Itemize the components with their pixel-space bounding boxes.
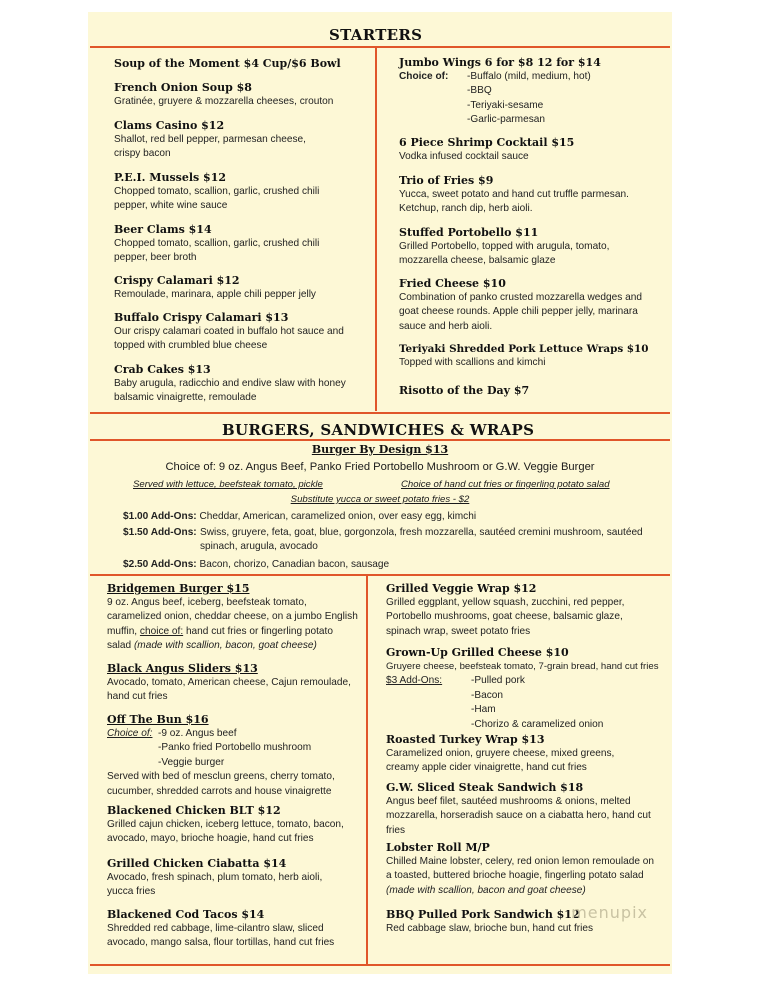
menu-item — [114, 363, 362, 406]
menu-item — [114, 57, 369, 71]
choice-option: -9 oz. Angus beef — [158, 728, 237, 739]
addon-label: $2.50 Add-Ons: — [123, 559, 197, 570]
menu-item — [107, 662, 362, 705]
item-name: Roasted Turkey Wrap $13 — [386, 733, 545, 746]
addon-label: $1.50 Add-Ons: — [123, 527, 197, 538]
menu-item — [399, 226, 639, 269]
item-name: Blackened Cod Tacos $14 — [107, 908, 265, 921]
choice-option: -Veggie burger — [158, 756, 225, 768]
item-description: Shredded red cabbage, lime-cilantro slaw, sliced avocado, mango salsa, flour tortillas, hand cut fries — [107, 923, 335, 949]
item-name: Black Angus Sliders $13 — [107, 662, 258, 675]
item-name: Buffalo Crispy Calamari $13 — [114, 311, 289, 324]
item-description: Red cabbage slaw, brioche bun, hand cut fries — [386, 923, 594, 934]
item-description: Caramelized onion, gruyere cheese, mixed greens, creamy apple cider vinaigrette, hand cut fries — [386, 748, 615, 774]
addon-text: Bacon, chorizo, Canadian bacon, sausage — [199, 559, 390, 570]
item-description: Grilled eggplant, yellow squash, zucchini, red pepper, Portobello mushrooms, goat cheese, balsamic glaze, spinach wrap, sweet potato fries — [386, 597, 625, 637]
divider — [90, 574, 670, 576]
choice-label: Choice of: — [399, 71, 449, 82]
item-name: Clams Casino $12 — [114, 119, 225, 132]
menu-item — [114, 171, 334, 214]
menu-item — [386, 582, 636, 639]
addon-row — [123, 526, 653, 555]
burger-choice-line: Choice of: 9 oz. Angus Beef, Panko Fried Portobello Mushroom or G.W. Veggie Burger — [165, 461, 595, 473]
choice-option: -BBQ — [467, 85, 492, 97]
item-description: Combination of panko crusted mozzarella wedges and goat cheese rounds. Apple chili pepper jelly, marinara sauce and herb aioli. — [399, 292, 642, 332]
item-name: Grilled Chicken Ciabatta $14 — [107, 857, 287, 870]
item-description: Served with bed of mesclun greens, cherry tomato, cucumber, shredded carrots and house vinaigrette — [107, 771, 335, 797]
item-name: G.W. Sliced Steak Sandwich $18 — [386, 781, 584, 794]
item-name: Crispy Calamari $12 — [114, 274, 240, 287]
choice-option: -Garlic-parmesan — [467, 114, 545, 126]
menu-item — [114, 119, 332, 162]
menu-item-off-the-bun — [107, 713, 352, 799]
served-with: Served with lettuce, beefsteak tomato, pickle — [133, 479, 323, 490]
item-description: Avocado, fresh spinach, plum tomato, herb aioli, yucca fries — [107, 872, 323, 898]
substitute-fries: Substitute yucca or sweet potato fries - $2 — [290, 494, 470, 505]
choice-label: Choice of: — [107, 728, 153, 739]
menu-item-lobster: Lobster Roll M/P Chilled Maine lobster, celery, red onion lemon remoulade on a toasted, buttered brioche hoagie, fingerling potato salad (made with scallion, bacon and goat cheese) — [386, 841, 661, 898]
item-name: Soup of the Moment $4 Cup/$6 Bowl — [114, 57, 341, 70]
divider — [366, 575, 368, 964]
burger-by-design-title: Burger By Design $13 — [311, 443, 449, 456]
addon-text: Swiss, gruyere, feta, goat, blue, gorgonzola, fresh mozzarella, sautéed cremini mushroom, sautéed spinach, arugula, avocado — [200, 527, 643, 553]
menu-item — [114, 274, 369, 302]
item-description: Angus beef filet, sautéed mushrooms & onions, melted mozzarella, horseradish sauce on a ciabatta hero, hand cut fries — [386, 796, 651, 836]
addon-text: Cheddar, American, caramelized onion, over easy egg, kimchi — [199, 511, 477, 522]
menu-item — [399, 384, 669, 398]
menu-item — [399, 136, 669, 164]
item-description: Chopped tomato, scallion, garlic, crushed chili pepper, beer broth — [114, 238, 320, 264]
item-description: Baby arugula, radicchio and endive slaw with honey balsamic vinaigrette, remoulade — [114, 378, 346, 404]
choice-option: -Panko fried Portobello mushroom — [158, 742, 312, 754]
item-name: Bridgemen Burger $15 — [107, 582, 250, 595]
addon-option: -Bacon — [471, 689, 503, 701]
item-name: Grilled Veggie Wrap $12 — [386, 582, 537, 595]
addon-row — [123, 510, 653, 524]
menu-item — [399, 342, 669, 370]
item-name: Jumbo Wings 6 for $8 12 for $14 — [399, 56, 601, 69]
addon-label: $3 Add-Ons: — [386, 675, 443, 687]
watermark: menupix — [571, 903, 648, 922]
item-name: Stuffed Portobello $11 — [399, 226, 539, 239]
item-description: Grilled cajun chicken, iceberg lettuce, tomato, bacon, avocado, mayo, brioche hoagie, hand cut fries — [107, 819, 344, 845]
item-name: BBQ Pulled Pork Sandwich $12 — [386, 908, 580, 921]
menu-item — [114, 311, 362, 354]
item-name: Blackened Chicken BLT $12 — [107, 804, 281, 817]
item-name: Crab Cakes $13 — [114, 363, 211, 376]
item-name: Lobster Roll M/P — [386, 841, 490, 854]
addon-option: -Chorizo & caramelized onion — [471, 718, 604, 730]
choice-option: -Teriyaki-sesame — [467, 99, 544, 111]
addon-row — [123, 558, 653, 572]
menu-item — [399, 174, 657, 217]
divider — [90, 964, 670, 966]
divider — [90, 439, 670, 441]
item-description: Gratinée, gruyere & mozzarella cheeses, crouton — [114, 96, 334, 107]
divider — [375, 47, 377, 411]
item-name: Fried Cheese $10 — [399, 277, 506, 290]
menu-item — [107, 908, 352, 951]
menu-item — [386, 733, 636, 776]
menu-item — [107, 857, 347, 900]
item-description: Avocado, tomato, American cheese, Cajun remoulade, hand cut fries — [107, 677, 351, 703]
menu-item-bridgemen: Bridgemen Burger $15 9 oz. Angus beef, iceberg, beefsteak tomato, caramelized onion, cheddar cheese, on a jumbo English muffin, choice of: hand cut fries or fingerling potato salad (made with scallion, bacon, goat cheese) — [107, 582, 358, 652]
item-name: Risotto of the Day $7 — [399, 384, 530, 397]
menu-item — [386, 781, 651, 838]
menu-item — [399, 277, 644, 334]
starters-title: STARTERS — [329, 26, 423, 44]
item-description: Remoulade, marinara, apple chili pepper jelly — [114, 289, 316, 300]
item-name: French Onion Soup $8 — [114, 81, 252, 94]
divider — [90, 412, 670, 414]
item-name: Grown-Up Grilled Cheese $10 — [386, 646, 569, 659]
addon-option: -Pulled pork — [471, 675, 525, 687]
divider — [90, 46, 670, 48]
item-name: Off The Bun $16 — [107, 713, 209, 726]
fries-choice: Choice of hand cut fries or fingerling potato salad — [401, 479, 610, 490]
item-name: P.E.I. Mussels $12 — [114, 171, 227, 184]
menu-item — [114, 223, 334, 266]
item-description: Topped with scallions and kimchi — [399, 357, 546, 368]
item-description: Shallot, red bell pepper, parmesan cheese, crispy bacon — [114, 134, 306, 160]
item-description: Chopped tomato, scallion, garlic, crushed chili pepper, white wine sauce — [114, 186, 320, 212]
item-name: Beer Clams $14 — [114, 223, 212, 236]
item-description: Gruyere cheese, beefsteak tomato, 7-grain bread, hand cut fries — [386, 661, 659, 672]
menu-item-wings — [399, 56, 669, 128]
item-name: Trio of Fries $9 — [399, 174, 494, 187]
item-description: Vodka infused cocktail sauce — [399, 151, 529, 162]
item-description: Yucca, sweet potato and hand cut truffle parmesan. Ketchup, ranch dip, herb aioli. — [399, 189, 629, 215]
menu-item — [107, 804, 359, 847]
item-name: Teriyaki Shredded Pork Lettuce Wraps $10 — [399, 343, 649, 355]
item-description: Grilled Portobello, topped with arugula, tomato, mozzarella cheese, balsamic glaze — [399, 241, 610, 267]
burgers-title: BURGERS, SANDWICHES & WRAPS — [222, 421, 535, 439]
item-name: 6 Piece Shrimp Cocktail $15 — [399, 136, 575, 149]
menu-item — [114, 81, 369, 109]
menu-item-grown-up — [386, 646, 666, 732]
item-description: Our crispy calamari coated in buffalo hot sauce and topped with crumbled blue cheese — [114, 326, 344, 352]
addon-option: -Ham — [471, 704, 496, 716]
choice-option: -Buffalo (mild, medium, hot) — [467, 71, 591, 82]
addon-label: $1.00 Add-Ons: — [123, 511, 197, 522]
